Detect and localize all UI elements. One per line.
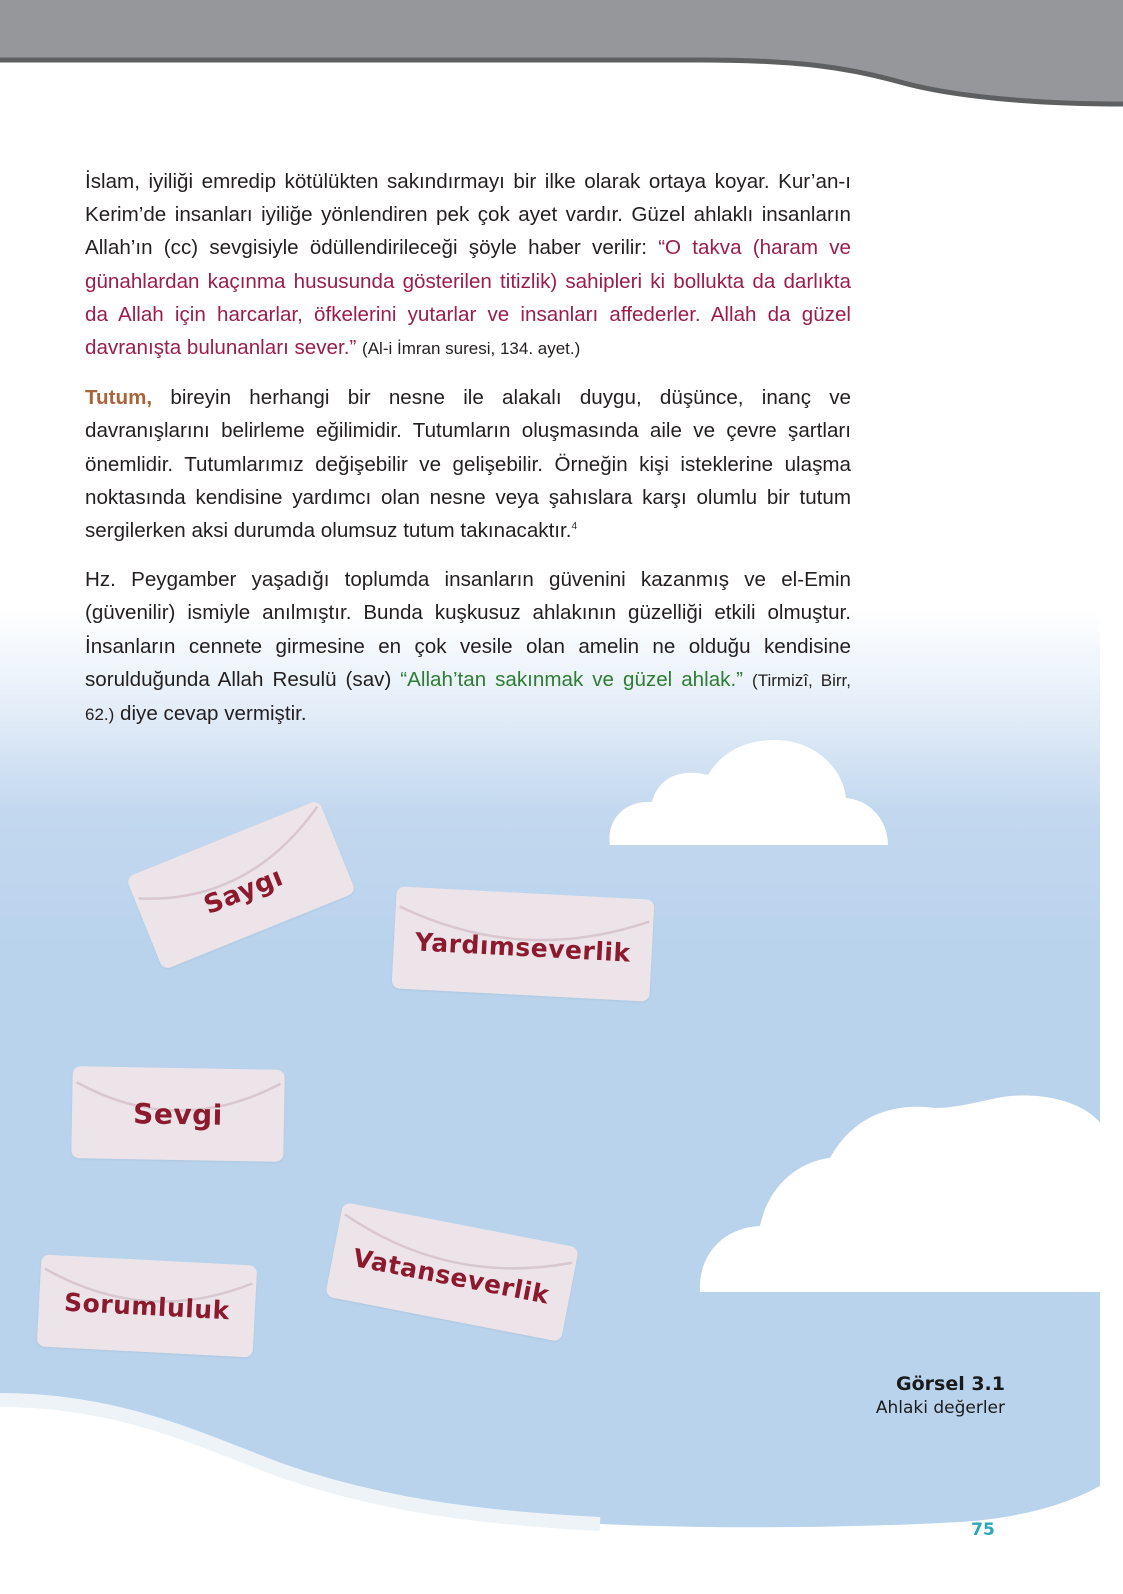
footnote-marker: 4 [571,521,578,533]
hadith-source: (Tirmizî, Birr, 62.) [85,670,851,725]
page-number: 75 [971,1520,995,1540]
paragraph-3-text: Hz. Peygamber yaşadığı toplumda insanların güvenini kazanmış ve el-Emin (güvenilir) ismiyle anılmıştır. Bunda kuşkusuz ahlakının güzelliği etkili olmuştur. İnsanların cennete girmesine en çok vesile olan amelin ne olduğu kendisine sorulduğunda Allah Resulü (sav) [85,568,851,691]
paragraph-3-ending: diye cevap vermiştir. [120,702,307,726]
envelope-label: Saygı [199,862,288,921]
ayet-source: (Al-i İmran suresi, 134. ayet.) [362,339,581,359]
paragraph-2-text: bireyin herhangi bir nesne ile alakalı duygu, düşünce, inanç ve davranışlarını belirleme eğilimidir. Tutumların oluşmasında aile ve çevre şartları önemlidir. Tutumlarımız değişebilir ve gelişebilir. Örneğin kişi isteklerine ulaşma noktasında kendisine yardımcı olan nesne veya şahıslara karşı olumlu bir tutum sergilerken aksi durumda olumsuz tutum takınacaktır. [85,386,851,543]
envelope-label: Yardımseverlik [414,927,632,968]
paragraph-2 [85,381,851,547]
figure-caption [876,1372,1005,1420]
hadith-quote: “Allah’tan sakınmak ve güzel ahlak.” [400,667,744,691]
ayet-quote: “O takva (haram ve günahlardan kaçınma hususunda gösterilen titizlik) sahipleri ki bollukta da darlıkta da Allah için harcarlar, öfkelerini yutarlar ve insanları affederler. Allah da güzel davranışta bulunanları sever.” [85,236,851,360]
paragraph-1 [85,165,851,365]
paragraph-1-text: İslam, iyiliği emredip kötülükten sakındırmayı bir ilke olarak ortaya koyar. Kur’an-ı Kerim’de insanları iyiliğe yönlendiren pek çok ayet vardır. Güzel ahlaklı insanların Allah’ın (cc) sevgisiyle ödüllendirileceği şöyle haber verilir: [85,170,851,260]
envelope-yardimseverlik [392,886,655,1001]
caption-title: Görsel 3.1 [896,1373,1005,1395]
caption-subtitle: Ahlaki değerler [875,1398,1005,1418]
term-tutum: Tutum, [85,386,153,410]
envelope-label: Sorumluluk [63,1287,231,1326]
envelope-sevgi [71,1066,285,1162]
envelope-label: Vatanseverlik [350,1243,552,1310]
envelope-sorumluluk [37,1254,258,1357]
body-text [85,165,851,747]
paragraph-3 [85,563,851,731]
envelope-label: Sevgi [132,1097,224,1132]
